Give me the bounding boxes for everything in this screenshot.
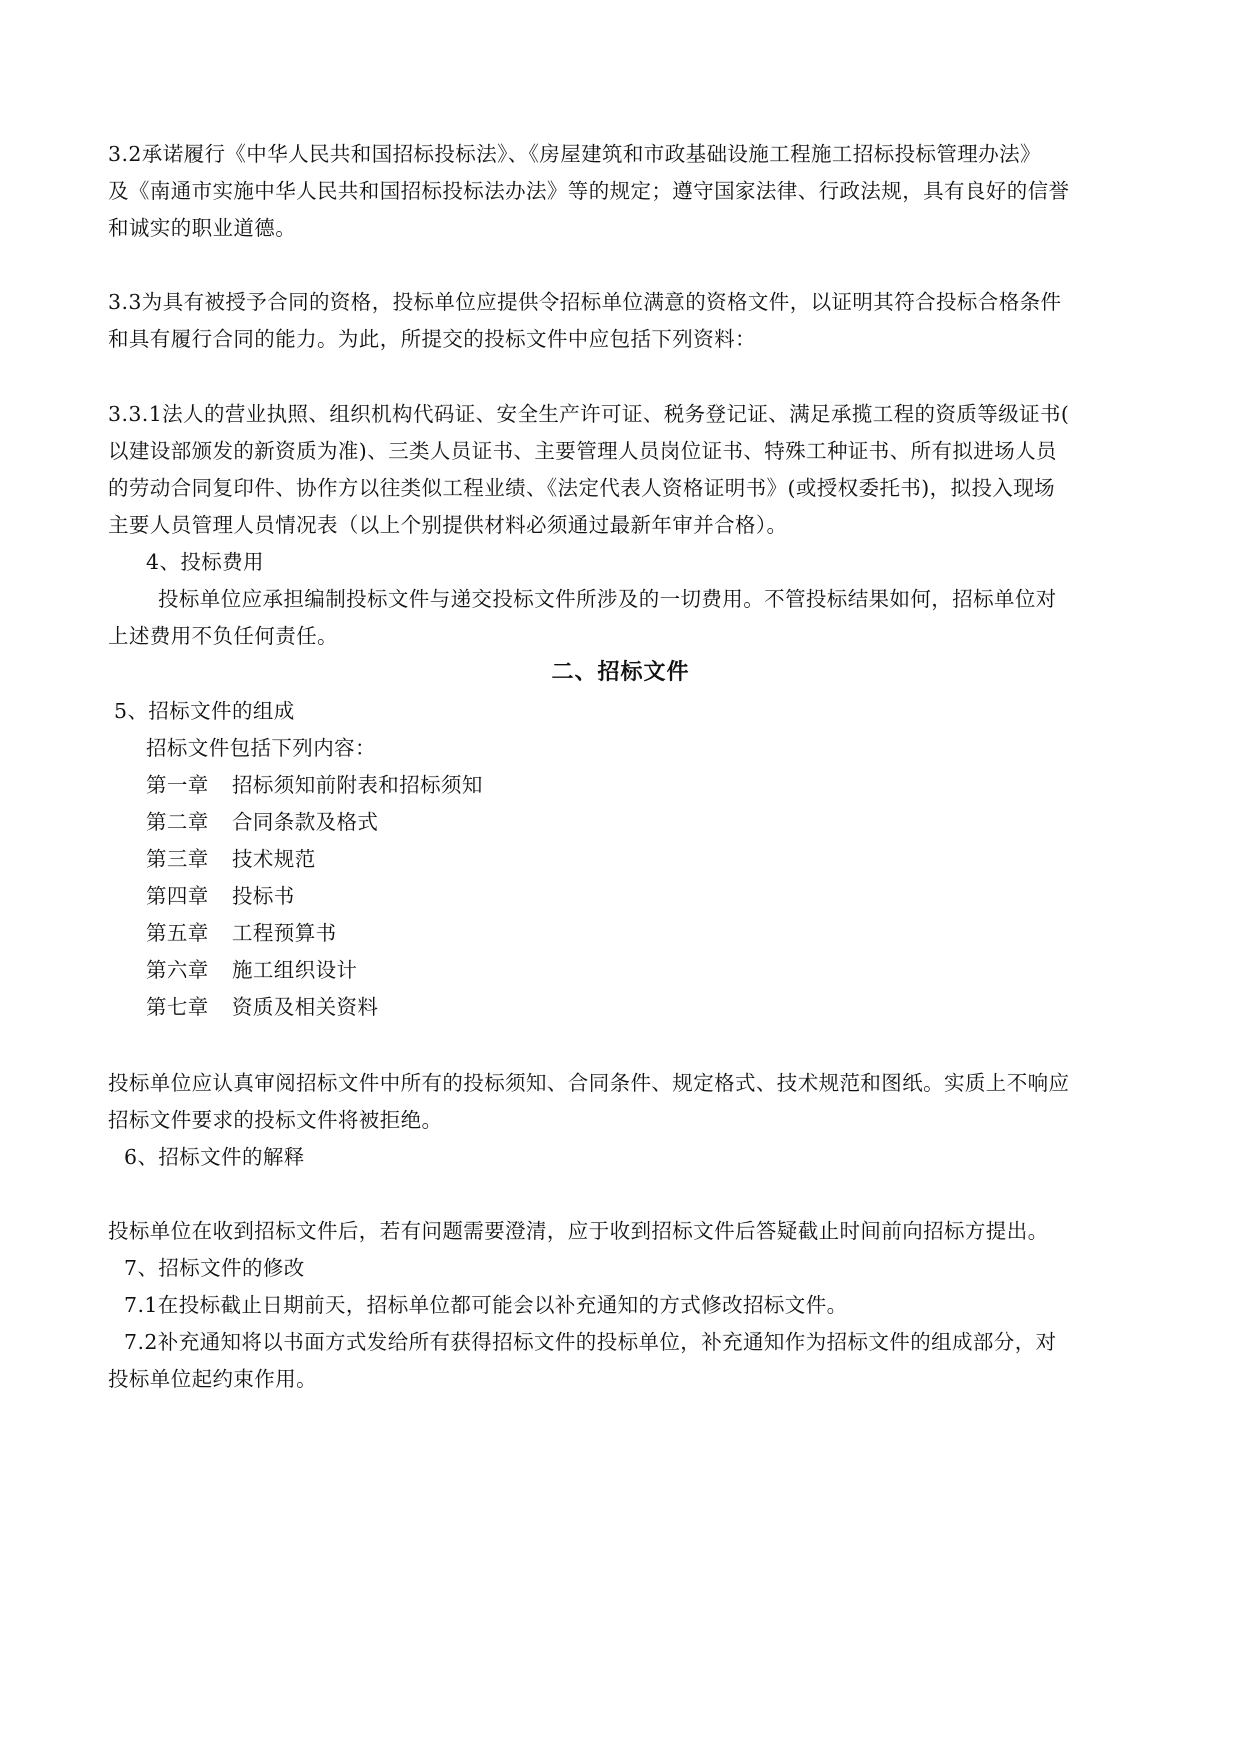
chapter-name: 资质及相关资料: [232, 995, 379, 1019]
chapter-number: 第七章: [146, 995, 209, 1019]
paragraph-4-line-1: 投标单位应承担编制投标文件与递交投标文件所涉及的一切费用。不管投标结果如何，招标单位对: [158, 587, 1057, 611]
chapter-item: [146, 771, 483, 799]
chapter-name: 技术规范: [232, 847, 316, 871]
chapter-item: [146, 845, 316, 873]
chapter-item: [146, 919, 337, 947]
section-5-title: 5、招标文件的组成: [114, 699, 295, 723]
section-6-title: 6、招标文件的解释: [124, 1145, 305, 1169]
paragraph-5-note-line-1: 投标单位应认真审阅招标文件中所有的投标须知、合同条件、规定格式、技术规范和图纸。实质上不响应: [108, 1071, 1070, 1095]
paragraph-3-3-line-2: 和具有履行合同的能力。为此，所提交的投标文件中应包括下列资料：: [108, 327, 756, 351]
chapter-name: 合同条款及格式: [232, 810, 379, 834]
chapter-number: 第五章: [146, 921, 209, 945]
chapter-item: [146, 956, 357, 984]
paragraph-6-line-1: 投标单位在收到招标文件后，若有问题需要澄清，应于收到招标文件后答疑截止时间前向招标方提出。: [108, 1219, 1049, 1243]
paragraph-3-3-1-line-3: 的劳动合同复印件、协作方以往类似工程业绩、《法定代表人资格证明书》(或授权委托书)，拟投入现场: [108, 476, 1056, 500]
chapter-item: [146, 993, 378, 1021]
section-7-title: 7、招标文件的修改: [124, 1256, 305, 1280]
paragraph-3-3-1-line-1: 3.3.1法人的营业执照、组织机构代码证、安全生产许可证、税务登记证、满足承揽工程的资质等级证书(: [108, 402, 1070, 426]
paragraph-3-2-line-2: 及《南通市实施中华人民共和国招标投标法办法》等的规定；遵守国家法律、行政法规，具有良好的信誉: [108, 179, 1070, 203]
chapter-name: 投标书: [232, 884, 295, 908]
paragraph-3-2-line-3: 和诚实的职业道德。: [108, 216, 297, 240]
chapter-item: [146, 808, 378, 836]
paragraph-7-2-line-2: 投标单位起约束作用。: [108, 1367, 317, 1391]
paragraph-4-line-2: 上述费用不负任何责任。: [108, 624, 338, 648]
chapter-number: 第六章: [146, 958, 209, 982]
chapter-number: 第二章: [146, 810, 209, 834]
chapter-name: 施工组织设计: [232, 958, 358, 982]
paragraph-7-1: 7.1在投标截止日期前天，招标单位都可能会以补充通知的方式修改招标文件。: [124, 1293, 848, 1317]
chapter-number: 第四章: [146, 884, 209, 908]
paragraph-7-2-line-1: 7.2补充通知将以书面方式发给所有获得招标文件的投标单位，补充通知作为招标文件的组成部分，对: [124, 1330, 1057, 1354]
section-4-title: 4、投标费用: [146, 550, 264, 574]
paragraph-3-3-1-line-4: 主要人员管理人员情况表（以上个别提供材料必须通过最新年审并合格）。: [108, 513, 788, 537]
section-5-intro: 招标文件包括下列内容：: [146, 736, 376, 760]
paragraph-3-3-1-line-2: 以建设部颁发的新资质为准)、三类人员证书、主要管理人员岗位证书、特殊工种证书、所有拟进场人员: [108, 439, 1057, 463]
chapter-name: 招标须知前附表和招标须知: [232, 773, 483, 797]
chapter-item: [146, 882, 295, 910]
part-two-heading: 二、招标文件: [551, 660, 690, 685]
chapter-name: 工程预算书: [232, 921, 337, 945]
paragraph-3-3-line-1: 3.3为具有被授予合同的资格，投标单位应提供令招标单位满意的资格文件，以证明其符合投标合格条件: [108, 290, 1062, 314]
chapter-number: 第一章: [146, 773, 209, 797]
paragraph-5-note-line-2: 招标文件要求的投标文件将被拒绝。: [108, 1108, 443, 1132]
chapter-number: 第三章: [146, 847, 209, 871]
paragraph-3-2-line-1: 3.2承诺履行《中华人民共和国招标投标法》、《房屋建筑和市政基础设施工程施工招标投标管理办法》: [108, 142, 1041, 166]
